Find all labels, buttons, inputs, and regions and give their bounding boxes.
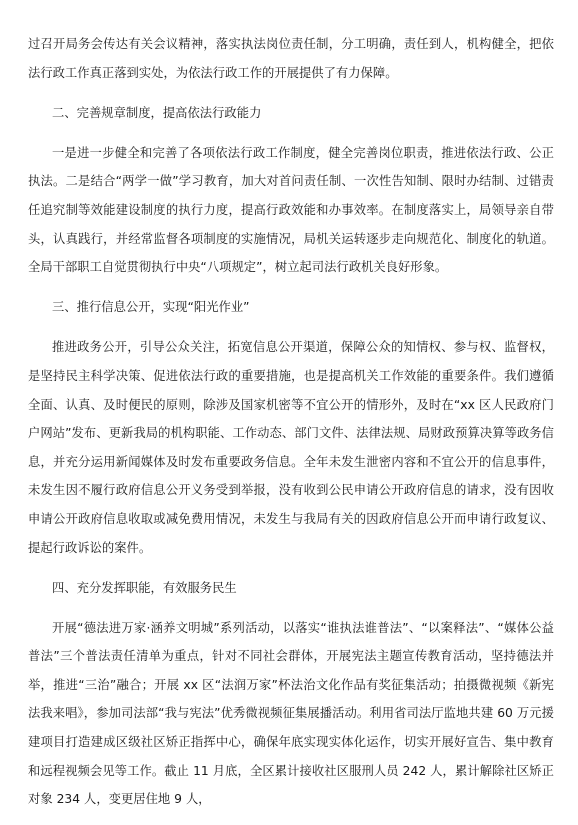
document-page — [28, 0, 554, 825]
paragraph-section-3: 推进政务公开，引导公众关注，拓宽信息公开渠道，保障公众的知情权、参与权、监督权，是坚持民主科学决策、促进依法行政的重要措施，也是提高机关工作效能的重要条件。我们遵循全面、认真、及时便民的原则，除涉及国家机密等不宜公开的情形外，及时在“xx 区人民政府门户网站”发布、更新我局的机构职能、工作动态、部门文件、法律法规、局财政预算决算等政务信息，并充分运用新闻媒体及时发布重要政务信息。全年未发生泄密内容和不宜公开的信息事件，未发生因不履行政府信息公开义务受到举报，没有收到公民申请公开政府信息的请求，没有因收申请公开政府信息收取或减免费用情况，未发生与我局有关的因政府信息公开而申请行政复议、提起行政诉讼的案件。 — [28, 340, 554, 555]
paragraph-section-2: 一是进一步健全和完善了各项依法行政工作制度，健全完善岗位职责，推进依法行政、公正执法。二是结合“两学一做”学习教育，加大对首问责任制、一次性告知制、限时办结制、过错责任追究制等效能建设制度的执行力度，提高行政效能和办事效率。在制度落实上，局领导亲自带头，认真践行，并经常监督各项制度的实施情况，局机关运转逐步走向规范化、制度化的轨道。全局干部职工自觉贯彻执行中央“八项规定”，树立起司法行政机关良好形象。 — [28, 145, 554, 275]
paragraph-intro: 过召开局务会传达有关会议精神，落实执法岗位责任制，分工明确，责任到人，机构健全，把依法行政工作真正落到实处，为依法行政工作的开展提供了有力保障。 — [28, 37, 554, 80]
section-heading-4: 四、充分发挥职能，有效服务民生 — [52, 580, 237, 595]
section-heading-3: 三、推行信息公开，实现“阳光作业” — [52, 300, 250, 315]
section-heading-2: 二、完善规章制度，提高依法行政能力 — [52, 105, 262, 120]
paragraph-section-4: 开展“德法进万家·涵养文明城”系列活动，以落实“谁执法谁普法”、“以案释法”、“媒体公益普法”三个普法责任清单为重点，针对不同社会群体，开展宪法主题宣传教育活动，坚持德法并举，推进“三治”融合；开展 xx 区“法润万家”杯法治文化作品有奖征集活动；拍摄微视频《新宪法我来唱》，参加司法部“我与宪法”优秀微视频征集展播活动。利用省司法厅监地共建 60 万元援建项目打造建成区级社区矫正指挥中心，确保年底实现实体化运作，切实开展好宣告、集中教育和远程视频会见等工作。截止 11 月底，全区累计接收社区服刑人员 242 人，累计解除社区矫正对象 234 人，变更居住地 9 人， — [28, 620, 554, 807]
